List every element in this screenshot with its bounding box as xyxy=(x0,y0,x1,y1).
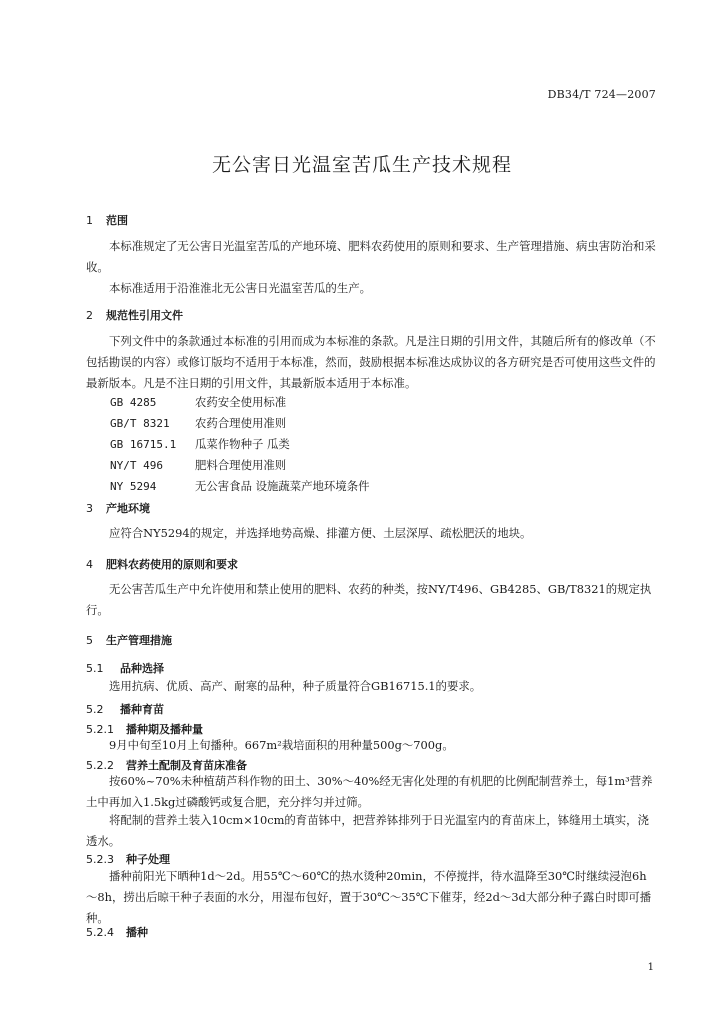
reference-item xyxy=(110,436,290,457)
section-5-2-3-heading xyxy=(86,851,170,867)
paragraph: 选用抗病、优质、高产、耐寒的品种，种子质量符合GB16715.1的要求。 xyxy=(109,679,482,693)
reference-name: 肥料合理使用准则 xyxy=(195,458,287,472)
section-title: 产地环境 xyxy=(106,502,150,515)
section-5-heading xyxy=(86,632,172,648)
reference-name: 无公害食品 设施蔬菜产地环境条件 xyxy=(195,479,370,493)
section-5-1-heading xyxy=(86,660,164,676)
section-number: 3 xyxy=(86,502,93,515)
reference-item xyxy=(110,394,286,415)
section-title: 范围 xyxy=(106,214,128,227)
section-number: 5.2.2 xyxy=(86,759,114,772)
section-title: 规范性引用文件 xyxy=(106,309,183,322)
paragraph: 将配制的营养土装入10cm×10cm的育苗钵中，把营养钵排列于日光温室内的育苗床上，钵缝用土填实，浇透水。 xyxy=(86,813,649,848)
reference-name: 农药安全使用标准 xyxy=(195,395,287,409)
paragraph: 9月中旬至10月上旬播种。667m²栽培面积的用种量500g～700g。 xyxy=(109,738,454,752)
paragraph: 本标准适用于沿淮淮北无公害日光温室苦瓜的生产。 xyxy=(109,281,371,295)
paragraph: 无公害苦瓜生产中允许使用和禁止使用的肥料、农药的种类，按NY/T496、GB4285、GB/T8321的规定执行。 xyxy=(86,582,652,617)
section-5-2-heading xyxy=(86,701,164,717)
section-number: 1 xyxy=(86,214,93,227)
section-number: 5.2.3 xyxy=(86,853,114,866)
paragraph: 下列文件中的条款通过本标准的引用而成为本标准的条款。凡是注日期的引用文件，其随后所有的修改单（不包括勘误的内容）或修订版均不适用于本标准，然而，鼓励根据本标准达成协议的各方研究是否可使用这些文件的最新版本。凡是不注日期的引用文件，其最新版本适用于本标准。 xyxy=(86,334,656,390)
reference-item xyxy=(110,457,286,478)
paragraph: 本标准规定了无公害日光温室苦瓜的产地环境、肥料农药使用的原则和要求、生产管理措施、病虫害防治和采收。 xyxy=(86,239,656,274)
reference-code: GB/T 8321 xyxy=(110,417,170,430)
document-code: DB34/T 724—2007 xyxy=(547,88,656,101)
document-title: 无公害日光温室苦瓜生产技术规程 xyxy=(211,154,512,176)
section-title: 播种 xyxy=(126,926,148,939)
section-number: 5.2.4 xyxy=(86,926,114,939)
section-title: 种子处理 xyxy=(126,853,170,866)
paragraph: 播种前阳光下晒种1d～2d。用55℃～60℃的热水烫种20min，不停搅拌，待水温降至30℃时继续浸泡6h～8h，捞出后晾干种子表面的水分，用湿布包好，置于30℃～35℃下催芽，经2d～3d大部分种子露白时即可播种。 xyxy=(86,869,652,925)
section-number: 5 xyxy=(86,634,93,647)
section-1-heading xyxy=(86,212,128,228)
section-number: 5.2 xyxy=(86,703,104,716)
reference-item xyxy=(110,415,286,436)
reference-name: 农药合理使用准则 xyxy=(195,416,287,430)
section-title: 营养土配制及育苗床准备 xyxy=(126,759,247,772)
section-title: 肥料农药使用的原则和要求 xyxy=(106,558,238,571)
section-3-heading xyxy=(86,500,150,516)
section-title: 播种育苗 xyxy=(120,703,164,716)
paragraph: 按60%~70%未种植葫芦科作物的田土、30%～40%经无害化处理的有机肥的比例配制营养土，每1m³营养土中再加入1.5kg过磷酸钙或复合肥，充分拌匀并过筛。 xyxy=(86,774,653,809)
section-number: 2 xyxy=(86,309,93,322)
section-5-2-4-heading xyxy=(86,924,148,940)
section-title: 生产管理措施 xyxy=(106,634,172,647)
section-2-heading xyxy=(86,307,183,323)
page-number: 1 xyxy=(647,962,654,973)
reference-code: GB 16715.1 xyxy=(110,438,177,451)
reference-item xyxy=(110,478,369,499)
section-number: 5.1 xyxy=(86,662,104,675)
reference-code: NY 5294 xyxy=(110,480,157,493)
section-number: 4 xyxy=(86,558,93,571)
paragraph: 应符合NY5294的规定，并选择地势高燥、排灌方便、土层深厚、疏松肥沃的地块。 xyxy=(109,526,532,540)
section-number: 5.2.1 xyxy=(86,723,114,736)
reference-code: GB 4285 xyxy=(110,396,157,409)
section-4-heading xyxy=(86,556,238,572)
section-title: 播种期及播种量 xyxy=(126,723,203,736)
reference-code: NY/T 496 xyxy=(110,459,163,472)
reference-name: 瓜菜作物种子 瓜类 xyxy=(195,437,290,451)
section-title: 品种选择 xyxy=(120,662,164,675)
